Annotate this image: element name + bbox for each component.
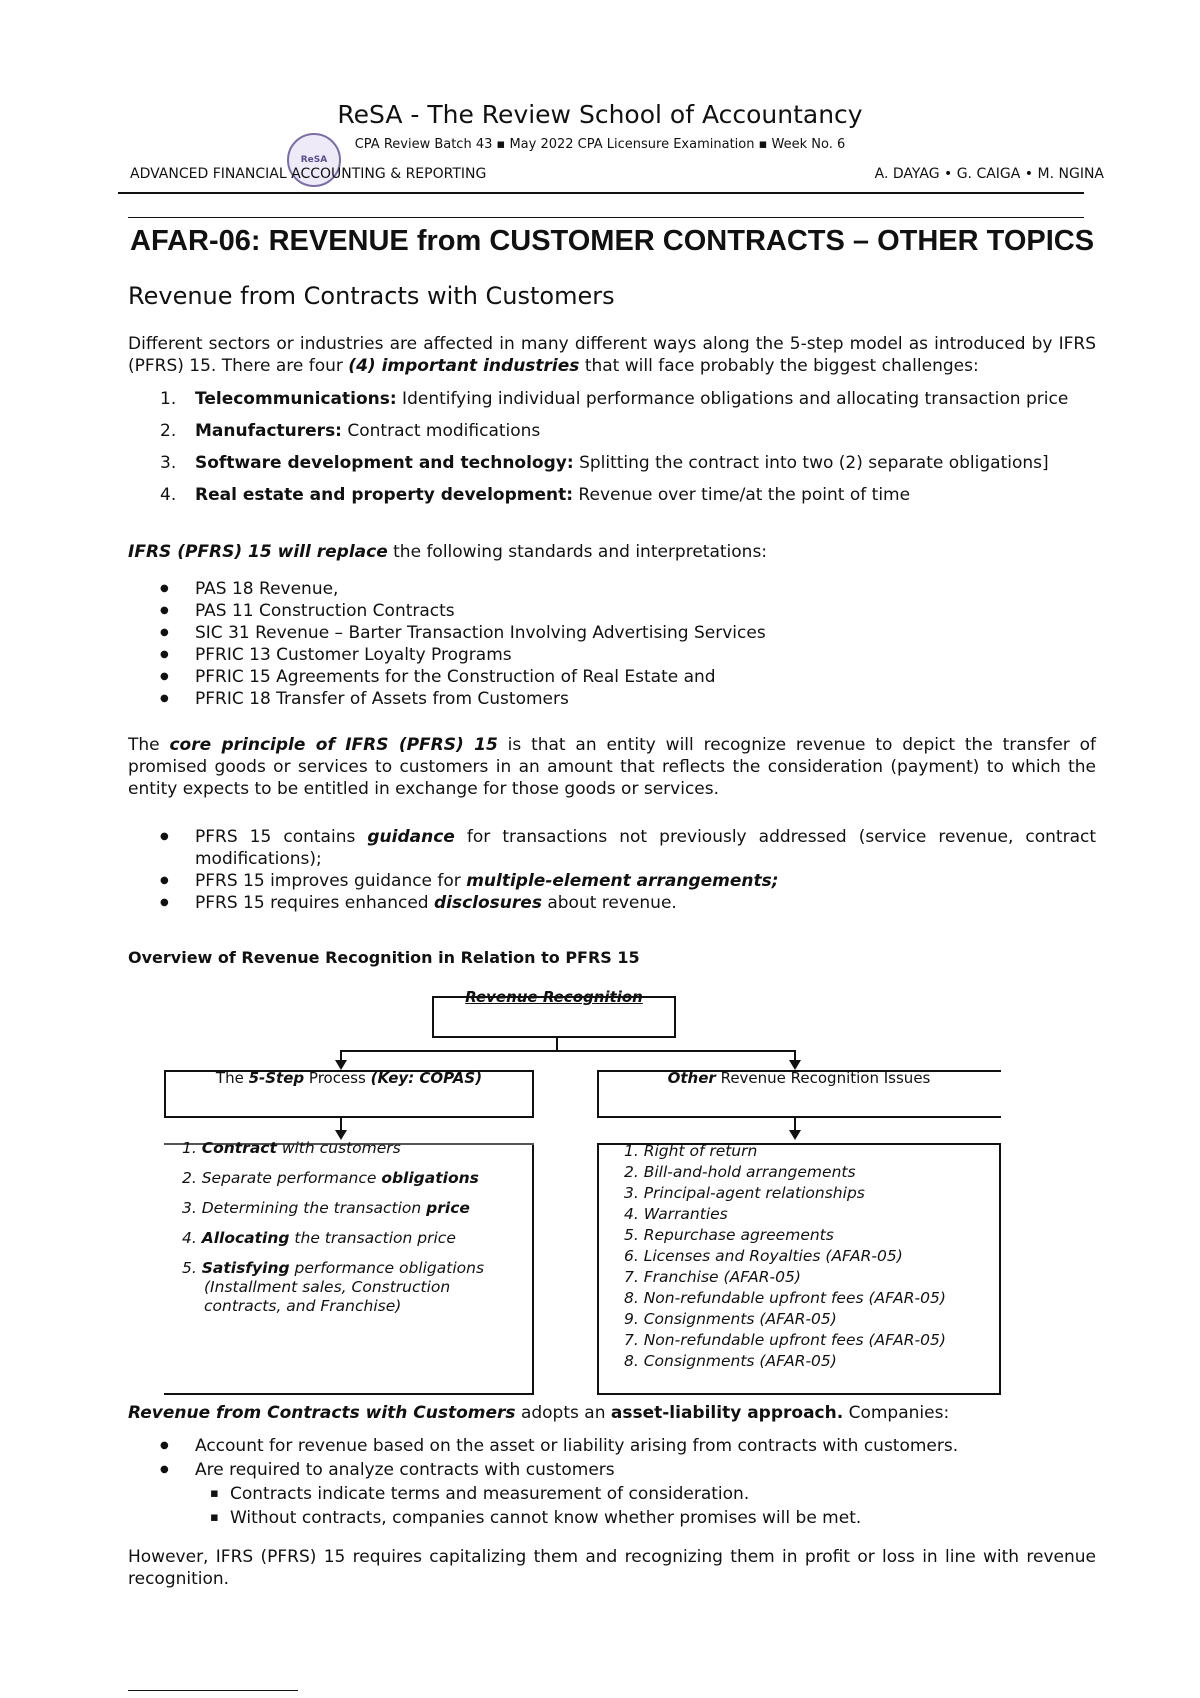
list-item: 4. Allocating the transaction price <box>182 1229 456 1247</box>
connector <box>340 1050 796 1052</box>
arrow-down-icon <box>789 1130 801 1140</box>
batch-info: CPA Review Batch 43 ▪ May 2022 CPA Licensure Examination ▪ Week No. 6 <box>354 137 846 152</box>
section-title: Revenue from Contracts with Customers <box>128 282 615 310</box>
list-item: ● PFRS 15 requires enhanced disclosures about revenue. <box>128 892 1096 914</box>
list-item: 8. Consignments (AFAR-05) <box>624 1352 837 1370</box>
list-item: 3. Determining the transaction price <box>182 1199 470 1217</box>
list-item: ● PFRIC 15 Agreements for the Construction of Real Estate and <box>128 666 1096 688</box>
header-divider <box>118 192 1084 194</box>
replace-paragraph: IFRS (PFRS) 15 will replace the following standards and interpretations: <box>128 542 768 562</box>
list-item: ▪ Contracts indicate terms and measurement of consideration. <box>128 1482 1096 1506</box>
other-issues-list <box>624 1141 994 1372</box>
list-item: 2. Separate performance obligations <box>182 1169 479 1187</box>
list-item: 1. Contract with customers <box>182 1139 401 1157</box>
core-principle-paragraph: The core principle of IFRS (PFRS) 15 is that an entity will recognize revenue to depict the transfer of promised goods or services to customers in an amount that reflects the consideration (payment) to which the entity expects to be entitled in exchange for those goods or services. <box>128 735 1096 799</box>
five-step-list <box>182 1139 527 1327</box>
list-item: 3. Principal-agent relationships <box>624 1184 865 1202</box>
list-item: 2. Manufacturers: Contract modifications <box>160 421 541 441</box>
list-item: 4. Real estate and property development: Revenue over time/at the point of time <box>160 485 911 505</box>
list-item: ● PFRS 15 contains guidance for transactions not previously addressed (service revenue, contract modifications); <box>128 826 1096 870</box>
list-item: 5. Repurchase agreements <box>624 1226 834 1244</box>
list-item: ▪ Without contracts, companies cannot know whether promises will be met. <box>128 1506 1096 1530</box>
title-divider <box>128 217 1084 218</box>
list-item: 3. Software development and technology: Splitting the contract into two (2) separate obligations] <box>160 453 1049 473</box>
five-step-header: The 5-Step Process (Key: COPAS) <box>215 1069 483 1087</box>
list-item: ● PAS 11 Construction Contracts <box>128 600 1096 622</box>
list-item: ● Account for revenue based on the asset or liability arising from contracts with customers. <box>128 1434 1096 1458</box>
list-item: 1. Right of return <box>624 1142 758 1160</box>
list-item: ● SIC 31 Revenue – Barter Transaction Involving Advertising Services <box>128 622 1096 644</box>
intro-paragraph: Different sectors or industries are affected in many different ways along the 5-step model as introduced by IFRS (PFRS) 15. There are four (4) important industries that will face probably the biggest challenges: <box>128 334 1096 376</box>
list-item: 4. Warranties <box>624 1205 728 1223</box>
list-item: ● PFRIC 13 Customer Loyalty Programs <box>128 644 1096 666</box>
list-item: 8. Non-refundable upfront fees (AFAR-05) <box>624 1289 946 1307</box>
asset-liability-paragraph: Revenue from Contracts with Customers adopts an asset-liability approach. Companies: <box>128 1403 950 1423</box>
document-title: AFAR-06: REVENUE from CUSTOMER CONTRACTS – OTHER TOPICS <box>130 225 1095 257</box>
list-item: 7. Franchise (AFAR-05) <box>624 1268 801 1286</box>
root-label: Revenue Recognition <box>465 988 643 1006</box>
authors: A. DAYAG • G. CAIGA • M. NGINA <box>874 166 1104 182</box>
step-note: contracts, and Franchise) <box>204 1297 402 1315</box>
closing-paragraph: However, IFRS (PFRS) 15 requires capitalizing them and recognizing them in profit or loss in line with revenue recognition. <box>128 1547 1096 1589</box>
list-item: ● PFRIC 18 Transfer of Assets from Customers <box>128 688 1096 710</box>
list-item: 9. Consignments (AFAR-05) <box>624 1310 837 1328</box>
list-item: 2. Bill-and-hold arrangements <box>624 1163 856 1181</box>
pfrs-points-list <box>128 826 1096 914</box>
replaced-standards-list <box>128 578 1096 710</box>
list-item: 1. Telecommunications: Identifying individual performance obligations and allocating transaction price <box>160 389 1069 409</box>
list-item: 5. Satisfying performance obligations <box>182 1259 485 1277</box>
list-item: ● Are required to analyze contracts with customers <box>128 1458 1096 1482</box>
industries-list <box>128 388 1096 516</box>
school-name: ReSA - The Review School of Accountancy <box>337 100 863 129</box>
footnote-rule <box>128 1690 298 1691</box>
list-item: ● PAS 18 Revenue, <box>128 578 1096 600</box>
other-issues-header: Other Revenue Recognition Issues <box>667 1069 931 1087</box>
list-item: 6. Licenses and Royalties (AFAR-05) <box>624 1247 903 1265</box>
course-name: ADVANCED FINANCIAL ACCOUNTING & REPORTING <box>130 166 487 182</box>
list-item: ● PFRS 15 improves guidance for multiple-element arrangements; <box>128 870 1096 892</box>
overview-heading: Overview of Revenue Recognition in Relation to PFRS 15 <box>128 948 640 967</box>
resa-seal-logo: ReSA <box>287 133 341 187</box>
list-item: 7. Non-refundable upfront fees (AFAR-05) <box>624 1331 946 1349</box>
step-note: (Installment sales, Construction <box>204 1278 451 1296</box>
companies-list <box>128 1434 1096 1530</box>
